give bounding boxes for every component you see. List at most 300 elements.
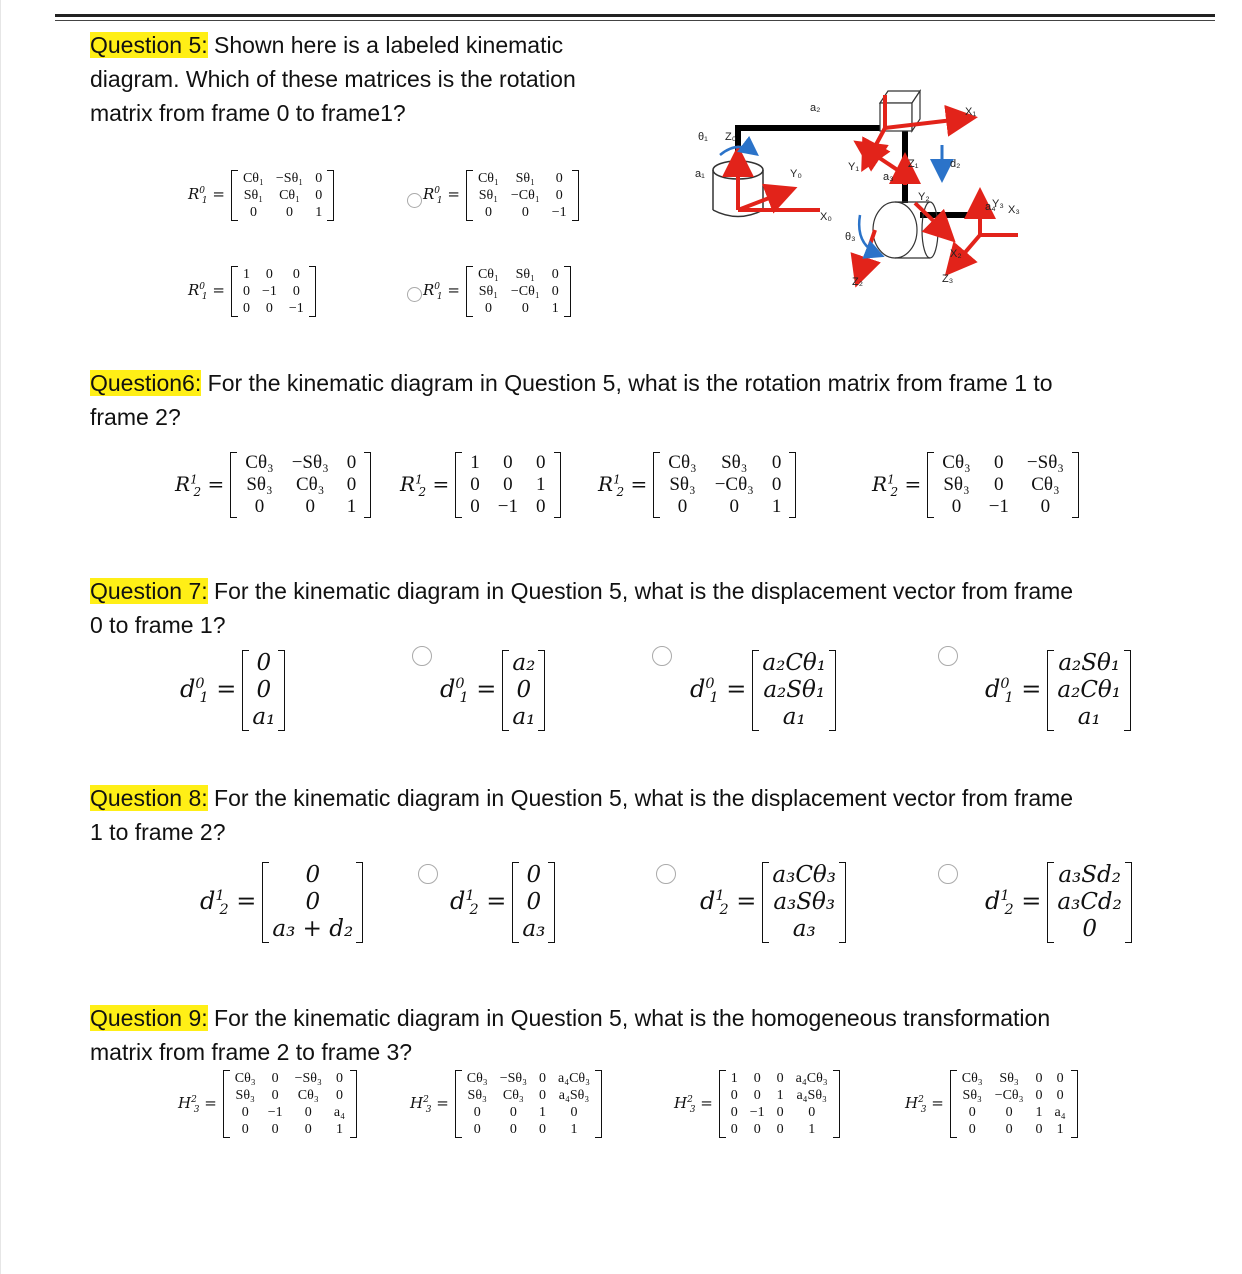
- matrix-cell: 0: [776, 1105, 784, 1120]
- lhs-sup: 1: [215, 887, 225, 904]
- q5-option-3[interactable]: [188, 266, 316, 317]
- matrix-cell: 0: [1040, 496, 1051, 517]
- vector-cell: a₃Sd₂: [1058, 862, 1121, 888]
- matrix-lhs: [188, 281, 225, 302]
- matrix-bracket: [455, 1070, 602, 1138]
- matrix-cell: 0: [771, 474, 782, 495]
- matrix-lhs: [400, 472, 449, 499]
- label-x2: X₂: [950, 248, 962, 260]
- matrix-cell: Sθ₁: [515, 267, 535, 282]
- matrix-cell: 0: [315, 188, 323, 203]
- matrix-cell: Sθ₃: [246, 474, 273, 495]
- matrix-cell: Cθ₃: [668, 452, 697, 473]
- lhs-symbol: R: [598, 471, 614, 496]
- matrix-bracket: [466, 170, 579, 221]
- matrix-cell: 0: [509, 1122, 517, 1137]
- matrix-lhs: [410, 1094, 449, 1115]
- matrix-cell: 0: [305, 496, 315, 517]
- question-5-text: Question 5: Shown here is a labeled kinematic diagram. Which of these matrices is the rotation matrix from frame 0 to frame1?: [90, 32, 576, 126]
- q5-option-1[interactable]: [188, 170, 334, 221]
- label-y0: Y₀: [790, 168, 802, 180]
- matrix-cell: a₄Sθ₃: [558, 1088, 590, 1103]
- vector-cell: 0: [256, 650, 272, 676]
- matrix-cell: −Cθ₁: [510, 188, 540, 203]
- matrix-cell: Cθ₃: [502, 1088, 524, 1103]
- q5-option-2-radio[interactable]: [407, 193, 422, 208]
- matrix-cell: 0: [538, 1122, 546, 1137]
- label-x0: X₀: [820, 211, 832, 223]
- lhs-symbol: d: [200, 886, 216, 915]
- matrix-table: [472, 170, 573, 221]
- lhs-sub: 1: [436, 196, 443, 206]
- question-6-text: Question6: For the kinematic diagram in Question 5, what is the rotation matrix from frame 1 to frame 2?: [90, 370, 1053, 430]
- matrix-lhs: [423, 281, 460, 302]
- equals-sign: =: [1013, 886, 1042, 915]
- matrix-cell: −1: [261, 284, 277, 299]
- lhs-sub: 1: [1004, 690, 1014, 707]
- matrix-table: [768, 862, 840, 943]
- lhs-symbol: R: [188, 185, 200, 203]
- vector-cell: a₂Sθ₁: [1058, 650, 1121, 676]
- matrix-cell: 0: [335, 1088, 343, 1103]
- equals-sign: =: [207, 185, 225, 203]
- matrix-cell: 0: [776, 1071, 784, 1086]
- q8-option-4-radio[interactable]: [938, 864, 958, 884]
- lhs-symbol: H: [410, 1093, 424, 1112]
- matrix-cell: 0: [1005, 1122, 1013, 1137]
- matrix-bracket: [653, 452, 796, 518]
- matrix-cell: 0: [470, 474, 480, 495]
- matrix-cell: Sθ₃: [943, 474, 970, 495]
- lhs-sup: 1: [465, 887, 475, 904]
- lhs-sub: 2: [219, 902, 229, 919]
- matrix-cell: 0: [304, 1105, 312, 1120]
- matrix-cell: 0: [473, 1122, 481, 1137]
- matrix-lhs: [180, 675, 236, 707]
- matrix-cell: 0: [503, 452, 513, 473]
- matrix-bracket: [231, 266, 316, 317]
- equals-sign: =: [442, 185, 460, 203]
- lhs-sup: 2: [687, 1094, 693, 1105]
- matrix-cell: −1: [988, 496, 1009, 517]
- lhs-sub: 2: [1004, 902, 1014, 919]
- lhs-sub: 2: [193, 484, 202, 499]
- matrix-cell: 0: [551, 267, 559, 282]
- matrix-cell: 0: [470, 496, 480, 517]
- matrix-cell: 0: [484, 205, 492, 220]
- q9-option-3[interactable]: [674, 1070, 840, 1138]
- matrix-cell: 1: [315, 205, 323, 220]
- q8-option-2[interactable]: [450, 862, 555, 943]
- lhs-sup: 0: [705, 675, 715, 692]
- q8-option-1[interactable]: [200, 862, 363, 943]
- matrix-lhs: [175, 472, 224, 499]
- label-a2: a₂: [810, 102, 821, 114]
- lhs-sub: 1: [201, 196, 208, 206]
- matrix-cell: −Sθ₁: [275, 171, 304, 186]
- lhs-symbol: d: [450, 886, 466, 915]
- matrix-cell: 0: [271, 1088, 279, 1103]
- equals-sign: =: [624, 471, 648, 496]
- matrix-cell: −1: [749, 1105, 765, 1120]
- vector-cell: a₃Cθ₃: [772, 862, 837, 888]
- lhs-sup: 1: [887, 471, 895, 486]
- matrix-cell: 0: [994, 452, 1004, 473]
- question-8-text: Question 8: For the kinematic diagram in Question 5, what is the displacement vector from frame 1 to frame 2?: [90, 785, 1074, 845]
- matrix-cell: 0: [254, 496, 265, 517]
- equals-sign: =: [426, 471, 450, 496]
- vector-cell: 0: [305, 889, 321, 915]
- matrix-cell: 1: [776, 1088, 784, 1103]
- vector-cell: a₁: [782, 704, 806, 730]
- matrix-cell: 0: [521, 301, 529, 316]
- vector-cell: a₂Cθ₁: [762, 650, 827, 676]
- matrix-lhs: [985, 675, 1041, 707]
- lhs-sub: 1: [199, 690, 209, 707]
- matrix-cell: 0: [271, 1122, 279, 1137]
- matrix-cell: 0: [473, 1105, 481, 1120]
- matrix-cell: Cθ₃: [297, 1088, 319, 1103]
- q8-option-4[interactable]: [985, 862, 1132, 943]
- matrix-bracket: [230, 452, 371, 518]
- vector-cell: 0: [516, 677, 532, 703]
- q7-option-4[interactable]: [985, 650, 1131, 731]
- q7-option-1[interactable]: [180, 650, 285, 731]
- matrix-bracket: [466, 266, 571, 317]
- matrix-bracket: [752, 650, 836, 731]
- lhs-sub: 2: [469, 902, 479, 919]
- matrix-cell: Cθ₁: [242, 171, 264, 186]
- q6-option-4[interactable]: [872, 452, 1079, 518]
- matrix-cell: 0: [242, 301, 250, 316]
- matrix-cell: 0: [968, 1105, 976, 1120]
- matrix-cell: 1: [808, 1122, 816, 1137]
- matrix-cell: 0: [729, 496, 739, 517]
- matrix-bracket: [719, 1070, 840, 1138]
- lhs-symbol: R: [423, 185, 435, 203]
- matrix-bracket: [1047, 862, 1131, 943]
- matrix-cell: −1: [551, 205, 567, 220]
- equals-sign: =: [478, 886, 507, 915]
- label-a1: a₁: [695, 168, 705, 180]
- label-d2: d₂: [950, 158, 961, 170]
- matrix-table: [268, 862, 357, 943]
- vector-cell: a₂: [512, 650, 536, 676]
- matrix-cell: 0: [265, 267, 273, 282]
- matrix-cell: Cθ₃: [961, 1071, 983, 1086]
- matrix-cell: Cθ₃: [942, 452, 971, 473]
- equals-sign: =: [228, 886, 257, 915]
- matrix-cell: −Sθ₃: [499, 1071, 527, 1086]
- matrix-bracket: [455, 452, 560, 518]
- label-z0: Z₀: [725, 131, 737, 143]
- matrix-cell: 0: [808, 1105, 816, 1120]
- matrix-bracket: [223, 1070, 357, 1138]
- lhs-sup: 1: [415, 471, 423, 486]
- q6-option-3[interactable]: [598, 452, 796, 518]
- matrix-table: [236, 452, 365, 518]
- matrix-cell: 0: [335, 1071, 343, 1086]
- matrix-lhs: [905, 1094, 944, 1115]
- matrix-cell: 0: [292, 284, 300, 299]
- matrix-bracket: [927, 452, 1079, 518]
- matrix-cell: Sθ₃: [235, 1088, 255, 1103]
- matrix-lhs: [690, 675, 746, 707]
- equals-sign: =: [728, 886, 757, 915]
- q7-option-2-radio[interactable]: [412, 646, 432, 666]
- matrix-cell: −Sθ₃: [291, 452, 329, 473]
- matrix-cell: Sθ₁: [478, 188, 499, 203]
- matrix-cell: 1: [346, 496, 357, 517]
- matrix-cell: 0: [753, 1122, 761, 1137]
- lhs-sup: 0: [195, 675, 205, 692]
- matrix-lhs: [872, 472, 921, 499]
- lhs-symbol: R: [400, 471, 416, 496]
- question-5-label: Question 5:: [90, 32, 208, 58]
- y0-axis: [738, 190, 790, 210]
- vector-cell: a₁: [252, 704, 276, 730]
- vector-cell: a₃Sθ₃: [773, 889, 836, 915]
- matrix-cell: −1: [267, 1105, 283, 1120]
- lhs-symbol: d: [440, 674, 456, 703]
- q9-option-1[interactable]: [178, 1070, 357, 1138]
- page-edge: [0, 0, 1, 1274]
- equals-sign: =: [898, 471, 922, 496]
- lhs-sup: 2: [191, 1094, 197, 1105]
- matrix-cell: 0: [509, 1105, 517, 1120]
- matrix-cell: 0: [1005, 1105, 1013, 1120]
- vector-cell: 0: [526, 862, 542, 888]
- matrix-cell: −Cθ₁: [510, 284, 540, 299]
- matrix-cell: 1: [335, 1122, 343, 1137]
- matrix-cell: 0: [241, 1105, 249, 1120]
- q7-option-2[interactable]: [440, 650, 545, 731]
- q7-option-3-radio[interactable]: [652, 646, 672, 666]
- vector-cell: a₃Cd₂: [1057, 889, 1122, 915]
- label-theta3: θ₃: [845, 231, 856, 243]
- matrix-cell: 0: [677, 496, 688, 517]
- matrix-cell: 0: [304, 1122, 312, 1137]
- lhs-sub: 2: [890, 484, 899, 499]
- matrix-cell: Sθ₁: [478, 284, 499, 299]
- lhs-symbol: R: [188, 281, 200, 299]
- label-a4: a₄: [985, 201, 996, 213]
- matrix-bracket: [762, 862, 846, 943]
- vector-cell: a₃: [522, 916, 546, 942]
- matrix-table: [758, 650, 830, 731]
- matrix-cell: Sθ₃: [721, 452, 748, 473]
- matrix-cell: 0: [538, 1071, 546, 1086]
- lhs-sub: 2: [418, 484, 427, 499]
- label-y1: Y₁: [848, 161, 860, 173]
- matrix-cell: 0: [551, 284, 559, 299]
- matrix-cell: Sθ₃: [669, 474, 696, 495]
- kinematic-diagram: [680, 85, 1025, 295]
- matrix-cell: Cθ₃: [245, 452, 274, 473]
- matrix-table: [461, 452, 554, 518]
- matrix-cell: 0: [538, 1088, 546, 1103]
- lhs-sub: 3: [425, 1104, 432, 1115]
- matrix-cell: Cθ₁: [477, 267, 499, 282]
- matrix-table: [933, 452, 1073, 518]
- matrix-cell: Cθ₃: [466, 1071, 488, 1086]
- lhs-symbol: H: [905, 1093, 919, 1112]
- matrix-cell: 1: [1056, 1122, 1064, 1137]
- equals-sign: =: [718, 674, 747, 703]
- matrix-cell: −Cθ₃: [994, 1088, 1024, 1103]
- matrix-table: [518, 862, 549, 943]
- matrix-lhs: [598, 472, 647, 499]
- matrix-cell: Sθ₁: [243, 188, 264, 203]
- lhs-sup: 0: [1000, 675, 1010, 692]
- lhs-sup: 0: [434, 186, 441, 196]
- matrix-cell: −1: [288, 301, 304, 316]
- matrix-cell: 0: [776, 1122, 784, 1137]
- matrix-cell: Sθ₃: [999, 1071, 1019, 1086]
- q6-option-2[interactable]: [400, 452, 561, 518]
- matrix-cell: 0: [968, 1122, 976, 1137]
- matrix-cell: 0: [1035, 1122, 1043, 1137]
- lhs-sup: 2: [423, 1094, 429, 1105]
- lhs-sup: 0: [199, 186, 206, 196]
- vector-cell: 0: [305, 862, 321, 888]
- matrix-lhs: [188, 185, 225, 206]
- matrix-cell: −Sθ₃: [1026, 452, 1064, 473]
- question-9-label: Question 9:: [90, 1005, 208, 1031]
- lhs-symbol: d: [700, 886, 716, 915]
- matrix-cell: a₄Cθ₃: [557, 1071, 591, 1086]
- q5-option-4-radio[interactable]: [407, 287, 422, 302]
- matrix-cell: 0: [753, 1088, 761, 1103]
- equals-sign: =: [208, 674, 237, 703]
- matrix-bracket: [262, 862, 363, 943]
- matrix-cell: Cθ₃: [295, 474, 325, 495]
- matrix-cell: Sθ₃: [467, 1088, 487, 1103]
- matrix-bracket: [502, 650, 545, 731]
- lhs-sup: 2: [918, 1094, 924, 1105]
- joint-3: [873, 202, 938, 258]
- matrix-lhs: [985, 887, 1041, 919]
- matrix-cell: 1: [551, 301, 559, 316]
- matrix-lhs: [700, 887, 756, 919]
- matrix-cell: 0: [286, 205, 294, 220]
- lhs-symbol: R: [423, 281, 435, 299]
- matrix-cell: 0: [241, 1122, 249, 1137]
- lhs-symbol: d: [985, 674, 1001, 703]
- vector-cell: a₁: [1077, 704, 1101, 730]
- equals-sign: =: [431, 1093, 449, 1112]
- q9-option-4[interactable]: [905, 1070, 1078, 1138]
- matrix-cell: 0: [1035, 1071, 1043, 1086]
- matrix-cell: 0: [1056, 1071, 1064, 1086]
- equals-sign: =: [442, 281, 460, 299]
- q8-option-3[interactable]: [700, 862, 846, 943]
- matrix-cell: 0: [730, 1105, 738, 1120]
- question-9-text: Question 9: For the kinematic diagram in Question 5, what is the homogeneous transformation matrix from frame 2 to frame 3?: [90, 1005, 1051, 1065]
- question-7-text: Question 7: For the kinematic diagram in Question 5, what is the displacement vector from frame 0 to frame 1?: [90, 578, 1074, 638]
- vector-cell: 0: [526, 889, 542, 915]
- equals-sign: =: [207, 281, 225, 299]
- vector-cell: a₃ + d₂: [272, 916, 354, 942]
- matrix-cell: 0: [951, 496, 962, 517]
- q7-option-4-radio[interactable]: [938, 646, 958, 666]
- x2-axis: [915, 203, 950, 237]
- matrix-table: [508, 650, 539, 731]
- matrix-table: [461, 1070, 596, 1138]
- label-y3: Y₃: [992, 198, 1004, 210]
- matrix-cell: 0: [570, 1105, 578, 1120]
- matrix-cell: 0: [484, 301, 492, 316]
- lhs-symbol: d: [985, 886, 1001, 915]
- label-x1: X₁: [965, 106, 977, 118]
- matrix-table: [472, 266, 565, 317]
- matrix-lhs: [440, 675, 496, 707]
- equals-sign: =: [695, 1093, 713, 1112]
- q9-option-2[interactable]: [410, 1070, 602, 1138]
- lhs-sub: 1: [709, 690, 719, 707]
- equals-sign: =: [926, 1093, 944, 1112]
- matrix-cell: 1: [1035, 1105, 1043, 1120]
- vector-cell: a₁: [512, 704, 536, 730]
- matrix-cell: 0: [315, 171, 323, 186]
- matrix-cell: 0: [730, 1122, 738, 1137]
- matrix-cell: 0: [346, 452, 357, 473]
- matrix-lhs: [674, 1094, 713, 1115]
- q6-option-1[interactable]: [175, 452, 371, 518]
- matrix-cell: 1: [470, 452, 480, 473]
- vector-cell: a₂Cθ₁: [1057, 677, 1122, 703]
- q5-option-4[interactable]: [423, 266, 571, 317]
- matrix-cell: 0: [249, 205, 257, 220]
- lhs-sup: 0: [434, 282, 441, 292]
- label-a3: a₃: [883, 171, 894, 183]
- lhs-sub: 1: [436, 292, 443, 302]
- matrix-table: [237, 266, 310, 317]
- matrix-cell: 1: [242, 267, 250, 282]
- lhs-sup: 1: [190, 471, 198, 486]
- matrix-cell: Sθ₃: [962, 1088, 982, 1103]
- lhs-symbol: d: [180, 674, 196, 703]
- matrix-cell: 1: [536, 474, 546, 495]
- equals-sign: =: [1013, 674, 1042, 703]
- matrix-bracket: [231, 170, 334, 221]
- matrix-bracket: [1047, 650, 1131, 731]
- q8-option-2-radio[interactable]: [418, 864, 438, 884]
- lhs-sub: 2: [719, 902, 729, 919]
- lhs-sub: 3: [689, 1104, 696, 1115]
- matrix-table: [229, 1070, 351, 1138]
- matrix-cell: 0: [265, 301, 273, 316]
- top-rule: [55, 14, 1215, 17]
- matrix-cell: a₄: [333, 1105, 345, 1120]
- q5-option-2[interactable]: [423, 170, 579, 221]
- matrix-cell: 1: [538, 1105, 546, 1120]
- q7-option-3[interactable]: [690, 650, 836, 731]
- matrix-cell: −1: [497, 496, 518, 517]
- q8-option-3-radio[interactable]: [656, 864, 676, 884]
- matrix-cell: 0: [536, 496, 546, 517]
- label-x3: X₃: [1008, 204, 1020, 216]
- vector-cell: 0: [1082, 916, 1097, 942]
- matrix-table: [1053, 650, 1125, 731]
- matrix-cell: 1: [730, 1071, 738, 1086]
- lhs-symbol: H: [674, 1093, 688, 1112]
- matrix-cell: 0: [1056, 1088, 1064, 1103]
- question-8-label: Question 8:: [90, 785, 208, 811]
- matrix-lhs: [178, 1094, 217, 1115]
- matrix-table: [1053, 862, 1125, 943]
- matrix-cell: 0: [1035, 1088, 1043, 1103]
